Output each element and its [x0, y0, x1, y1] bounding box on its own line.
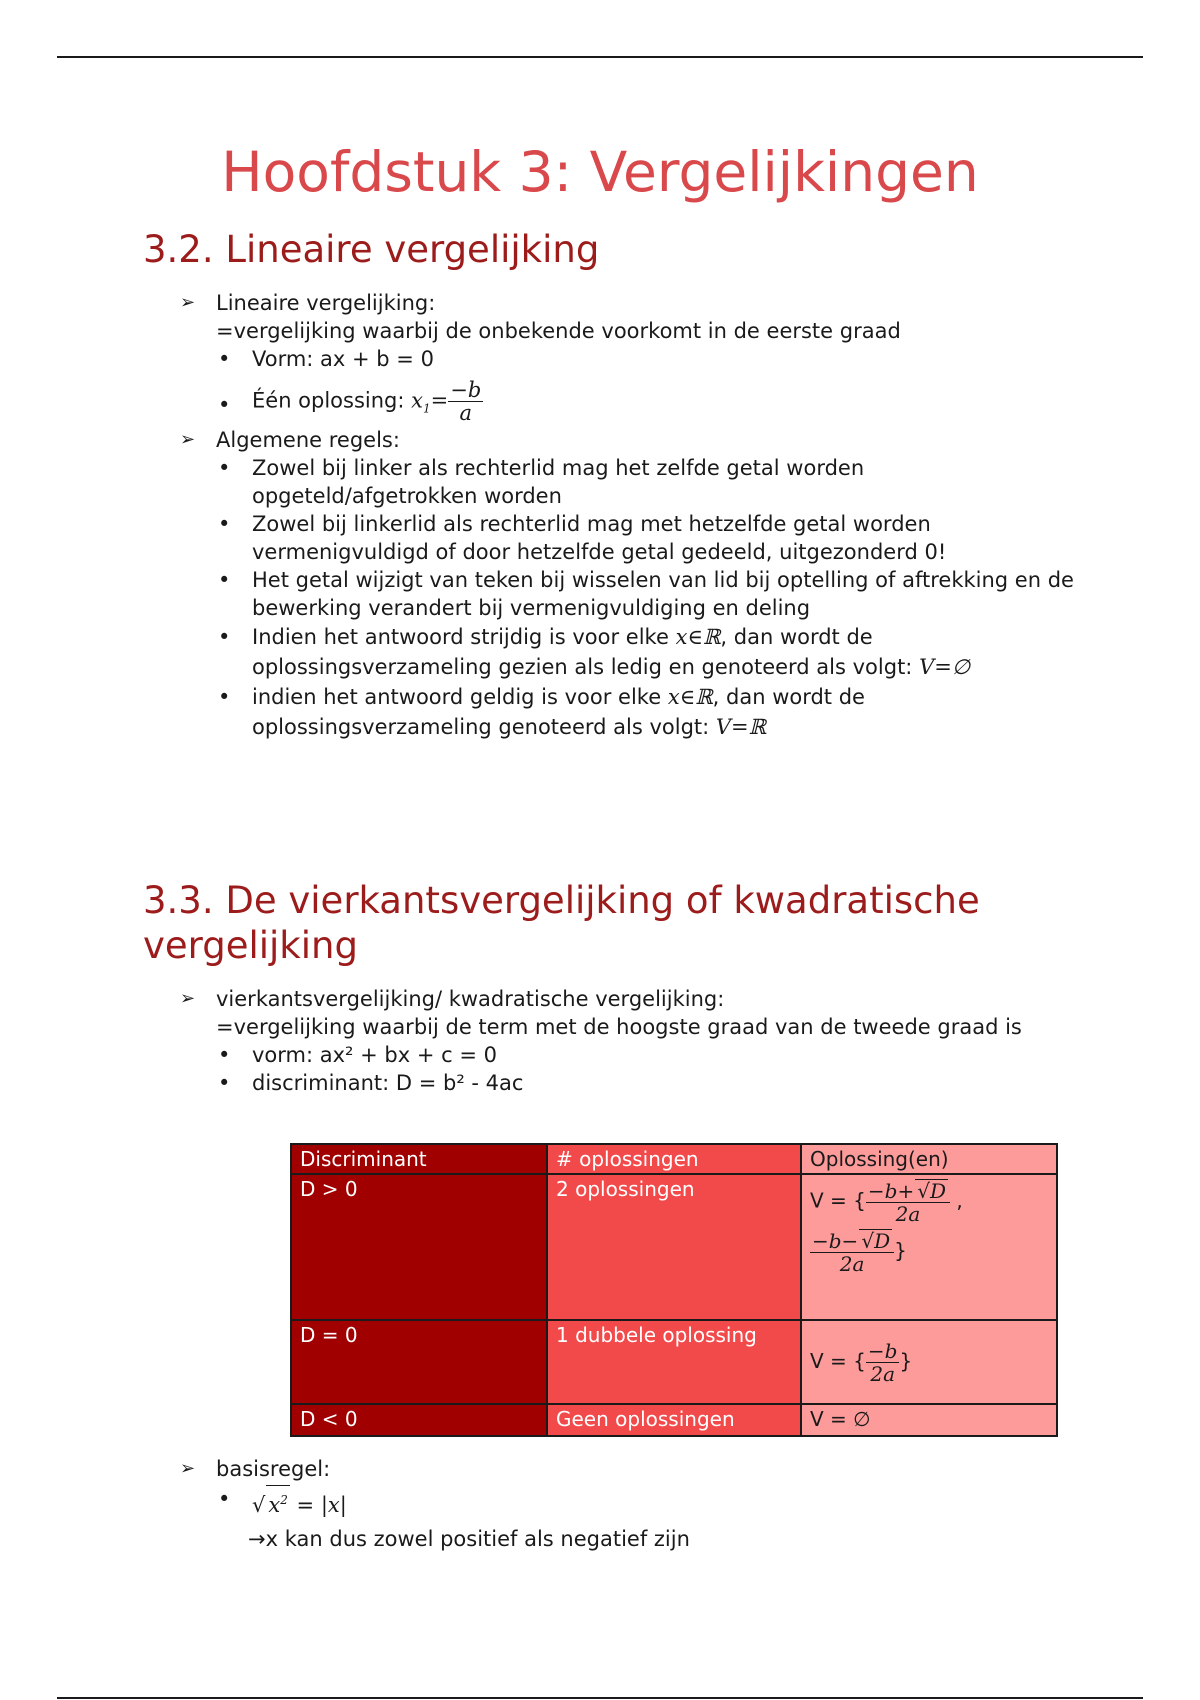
- bullet-dot-icon: •: [218, 456, 231, 480]
- bottom-rule: [57, 1697, 1143, 1699]
- sqrt-arg: D: [929, 1179, 947, 1203]
- bullet-dot-icon: •: [218, 1071, 231, 1095]
- section-3-2-content: [180, 289, 1080, 742]
- table-row: [291, 1320, 1057, 1404]
- rule-text: , dan wordt de oplossingsverzameling gezien als ledig en genoteerd als volgt:: [252, 625, 920, 679]
- discriminant-text: discriminant: D = b² - 4ac: [252, 1071, 524, 1095]
- table-cell-condition: D < 0: [291, 1404, 547, 1436]
- rule-text: Indien het antwoord strijdig is voor elke: [252, 625, 676, 649]
- section-3-3-content: [180, 985, 1080, 1097]
- arrow-bullet-icon: ➢: [180, 1458, 196, 1479]
- sqrt-arg: x: [268, 1493, 281, 1517]
- table-row: [291, 1404, 1057, 1436]
- sqrt-arg-wrapper: [266, 1485, 289, 1519]
- fraction-denominator: 2a: [870, 1361, 895, 1386]
- discriminant-table: [290, 1143, 1058, 1437]
- list-item-lineaire: [180, 289, 1080, 345]
- term-label: basisregel:: [216, 1457, 331, 1481]
- solution-open: V = {: [810, 1188, 866, 1213]
- table-cell-condition: D = 0: [291, 1320, 547, 1404]
- arrow-bullet-icon: ➢: [180, 429, 196, 450]
- table-cell-solution: V = ∅: [801, 1404, 1057, 1436]
- list-item: [218, 378, 1080, 425]
- formula-abs: |x|: [320, 1493, 347, 1517]
- table-cell-count: 1 dubbele oplossing: [547, 1320, 801, 1404]
- table-cell-count: 2 oplossingen: [547, 1174, 801, 1320]
- bullet-list: [180, 345, 1080, 424]
- rule-item: [218, 622, 1080, 682]
- sqrt-D: √D: [861, 1229, 891, 1253]
- rule-item: [218, 454, 1080, 510]
- term-label: Lineaire vergelijking:: [216, 291, 436, 315]
- table-cell-solution: [801, 1320, 1057, 1404]
- formula-sub: 1: [423, 401, 431, 416]
- bullet-list: [180, 1485, 1080, 1553]
- fraction-numerator: −b: [867, 1338, 898, 1363]
- list-item-algemene-regels: [180, 426, 1080, 454]
- fraction-denominator: 2a: [895, 1202, 921, 1226]
- table-cell-condition: D > 0: [291, 1174, 547, 1320]
- top-rule: [57, 56, 1143, 58]
- term-label: vierkantsvergelijking/ kwadratische vergelijking:: [216, 987, 725, 1011]
- list-item: [218, 1041, 1080, 1069]
- term-definition: =vergelijking waarbij de term met de hoogste graad van de tweede graad is: [216, 1015, 1022, 1039]
- rules-list: [180, 454, 1080, 742]
- bullet-dot-icon: •: [218, 625, 231, 649]
- rule-text: Het getal wijzigt van teken bij wisselen van lid bij optelling of aftrekking en de bewerking verandert bij vermenigvuldiging en deling: [252, 568, 1074, 620]
- numerator-text: −b+: [867, 1179, 915, 1203]
- basisregel-block: [180, 1455, 1080, 1553]
- fraction-denominator: 2a: [839, 1252, 865, 1276]
- rule-text: Zowel bij linker als rechterlid mag het zelfde getal worden opgeteld/afgetrokken worden: [252, 456, 865, 508]
- bullet-dot-icon: •: [218, 1487, 231, 1511]
- vorm-text: vorm: ax² + bx + c = 0: [252, 1043, 497, 1067]
- formula-x: x: [411, 388, 423, 413]
- note-text: x kan dus zowel positief als negatief zijn: [265, 1527, 690, 1551]
- table-header: Oplossing(en): [801, 1144, 1057, 1174]
- sqrt-arg: D: [874, 1229, 891, 1253]
- bullet-dot-icon: •: [218, 393, 231, 417]
- vorm-text: Vorm: ax + b = 0: [252, 347, 434, 371]
- term-label: Algemene regels:: [216, 428, 400, 452]
- table-row: [291, 1174, 1057, 1320]
- section-heading-3-3: 3.3. De vierkantsvergelijking of kwadratische vergelijking: [143, 879, 980, 967]
- arrow-bullet-icon: ➢: [180, 292, 196, 313]
- solution-close: }: [894, 1238, 907, 1263]
- table-cell-count: Geen oplossingen: [547, 1404, 801, 1436]
- list-item-basisregel: [180, 1455, 1080, 1483]
- fraction-numerator: [810, 1229, 894, 1253]
- right-arrow-icon: →: [248, 1527, 266, 1551]
- section-heading-3-2: 3.2. Lineaire vergelijking: [143, 228, 600, 271]
- rule-text: indien het antwoord geldig is voor elke: [252, 685, 668, 709]
- bullet-dot-icon: •: [218, 1043, 231, 1067]
- sqrt-exponent: 2: [280, 1493, 288, 1507]
- rule-text: , dan wordt de oplossingsverzameling genoteerd als volgt:: [252, 685, 865, 739]
- rule-item: [218, 682, 1080, 742]
- rule-math: x∈ℝ: [675, 625, 721, 649]
- rule-item: [218, 510, 1080, 566]
- fraction: [810, 1229, 894, 1275]
- rule-item: [218, 566, 1080, 622]
- fraction-denominator: a: [459, 401, 473, 425]
- list-item: [218, 345, 1080, 373]
- fraction-numerator: −b: [450, 378, 482, 402]
- formula-sqrt: √ $x^2$: [252, 1493, 290, 1517]
- fraction: [866, 1340, 900, 1385]
- rule-text: Zowel bij linkerlid als rechterlid mag met hetzelfde getal worden vermenigvuldigd of door hetzelfde getal gedeeld, uitgezonderd 0!: [252, 512, 947, 564]
- list-item: [218, 1485, 1080, 1553]
- bullet-dot-icon: •: [218, 685, 231, 709]
- bullet-dot-icon: •: [218, 568, 231, 592]
- fraction-numerator: [866, 1179, 950, 1203]
- solution-close: }: [899, 1348, 913, 1373]
- fraction: [448, 379, 483, 424]
- rule-result: V=ℝ: [715, 715, 767, 739]
- bullet-list: [180, 1041, 1080, 1097]
- oplossing-label: Één oplossing:: [252, 388, 405, 413]
- bullet-dot-icon: •: [218, 512, 231, 536]
- page-title: Hoofdstuk 3: Vergelijkingen: [221, 140, 979, 204]
- fraction: [866, 1179, 950, 1225]
- formula-eq: =: [430, 388, 449, 413]
- separator: ,: [956, 1188, 963, 1213]
- arrow-bullet-icon: ➢: [180, 988, 196, 1009]
- rule-math: x∈ℝ: [667, 685, 713, 709]
- table-header: # oplossingen: [547, 1144, 801, 1174]
- table-cell-solution: [801, 1174, 1057, 1320]
- bullet-dot-icon: •: [218, 347, 231, 371]
- formula-eq: =: [289, 1493, 321, 1517]
- rule-result: V=∅: [919, 655, 971, 679]
- solution-open: V = {: [810, 1348, 866, 1373]
- table-header: Discriminant: [291, 1144, 547, 1174]
- note-line: [248, 1525, 1080, 1553]
- list-item: [218, 1069, 1080, 1097]
- numerator-text: −b−: [812, 1229, 859, 1253]
- list-item-vierkantsvergelijking: [180, 985, 1080, 1041]
- sqrt-D: √D: [917, 1179, 947, 1203]
- term-definition: =vergelijking waarbij de onbekende voorkomt in de eerste graad: [216, 319, 901, 343]
- table-header-row: [291, 1144, 1057, 1174]
